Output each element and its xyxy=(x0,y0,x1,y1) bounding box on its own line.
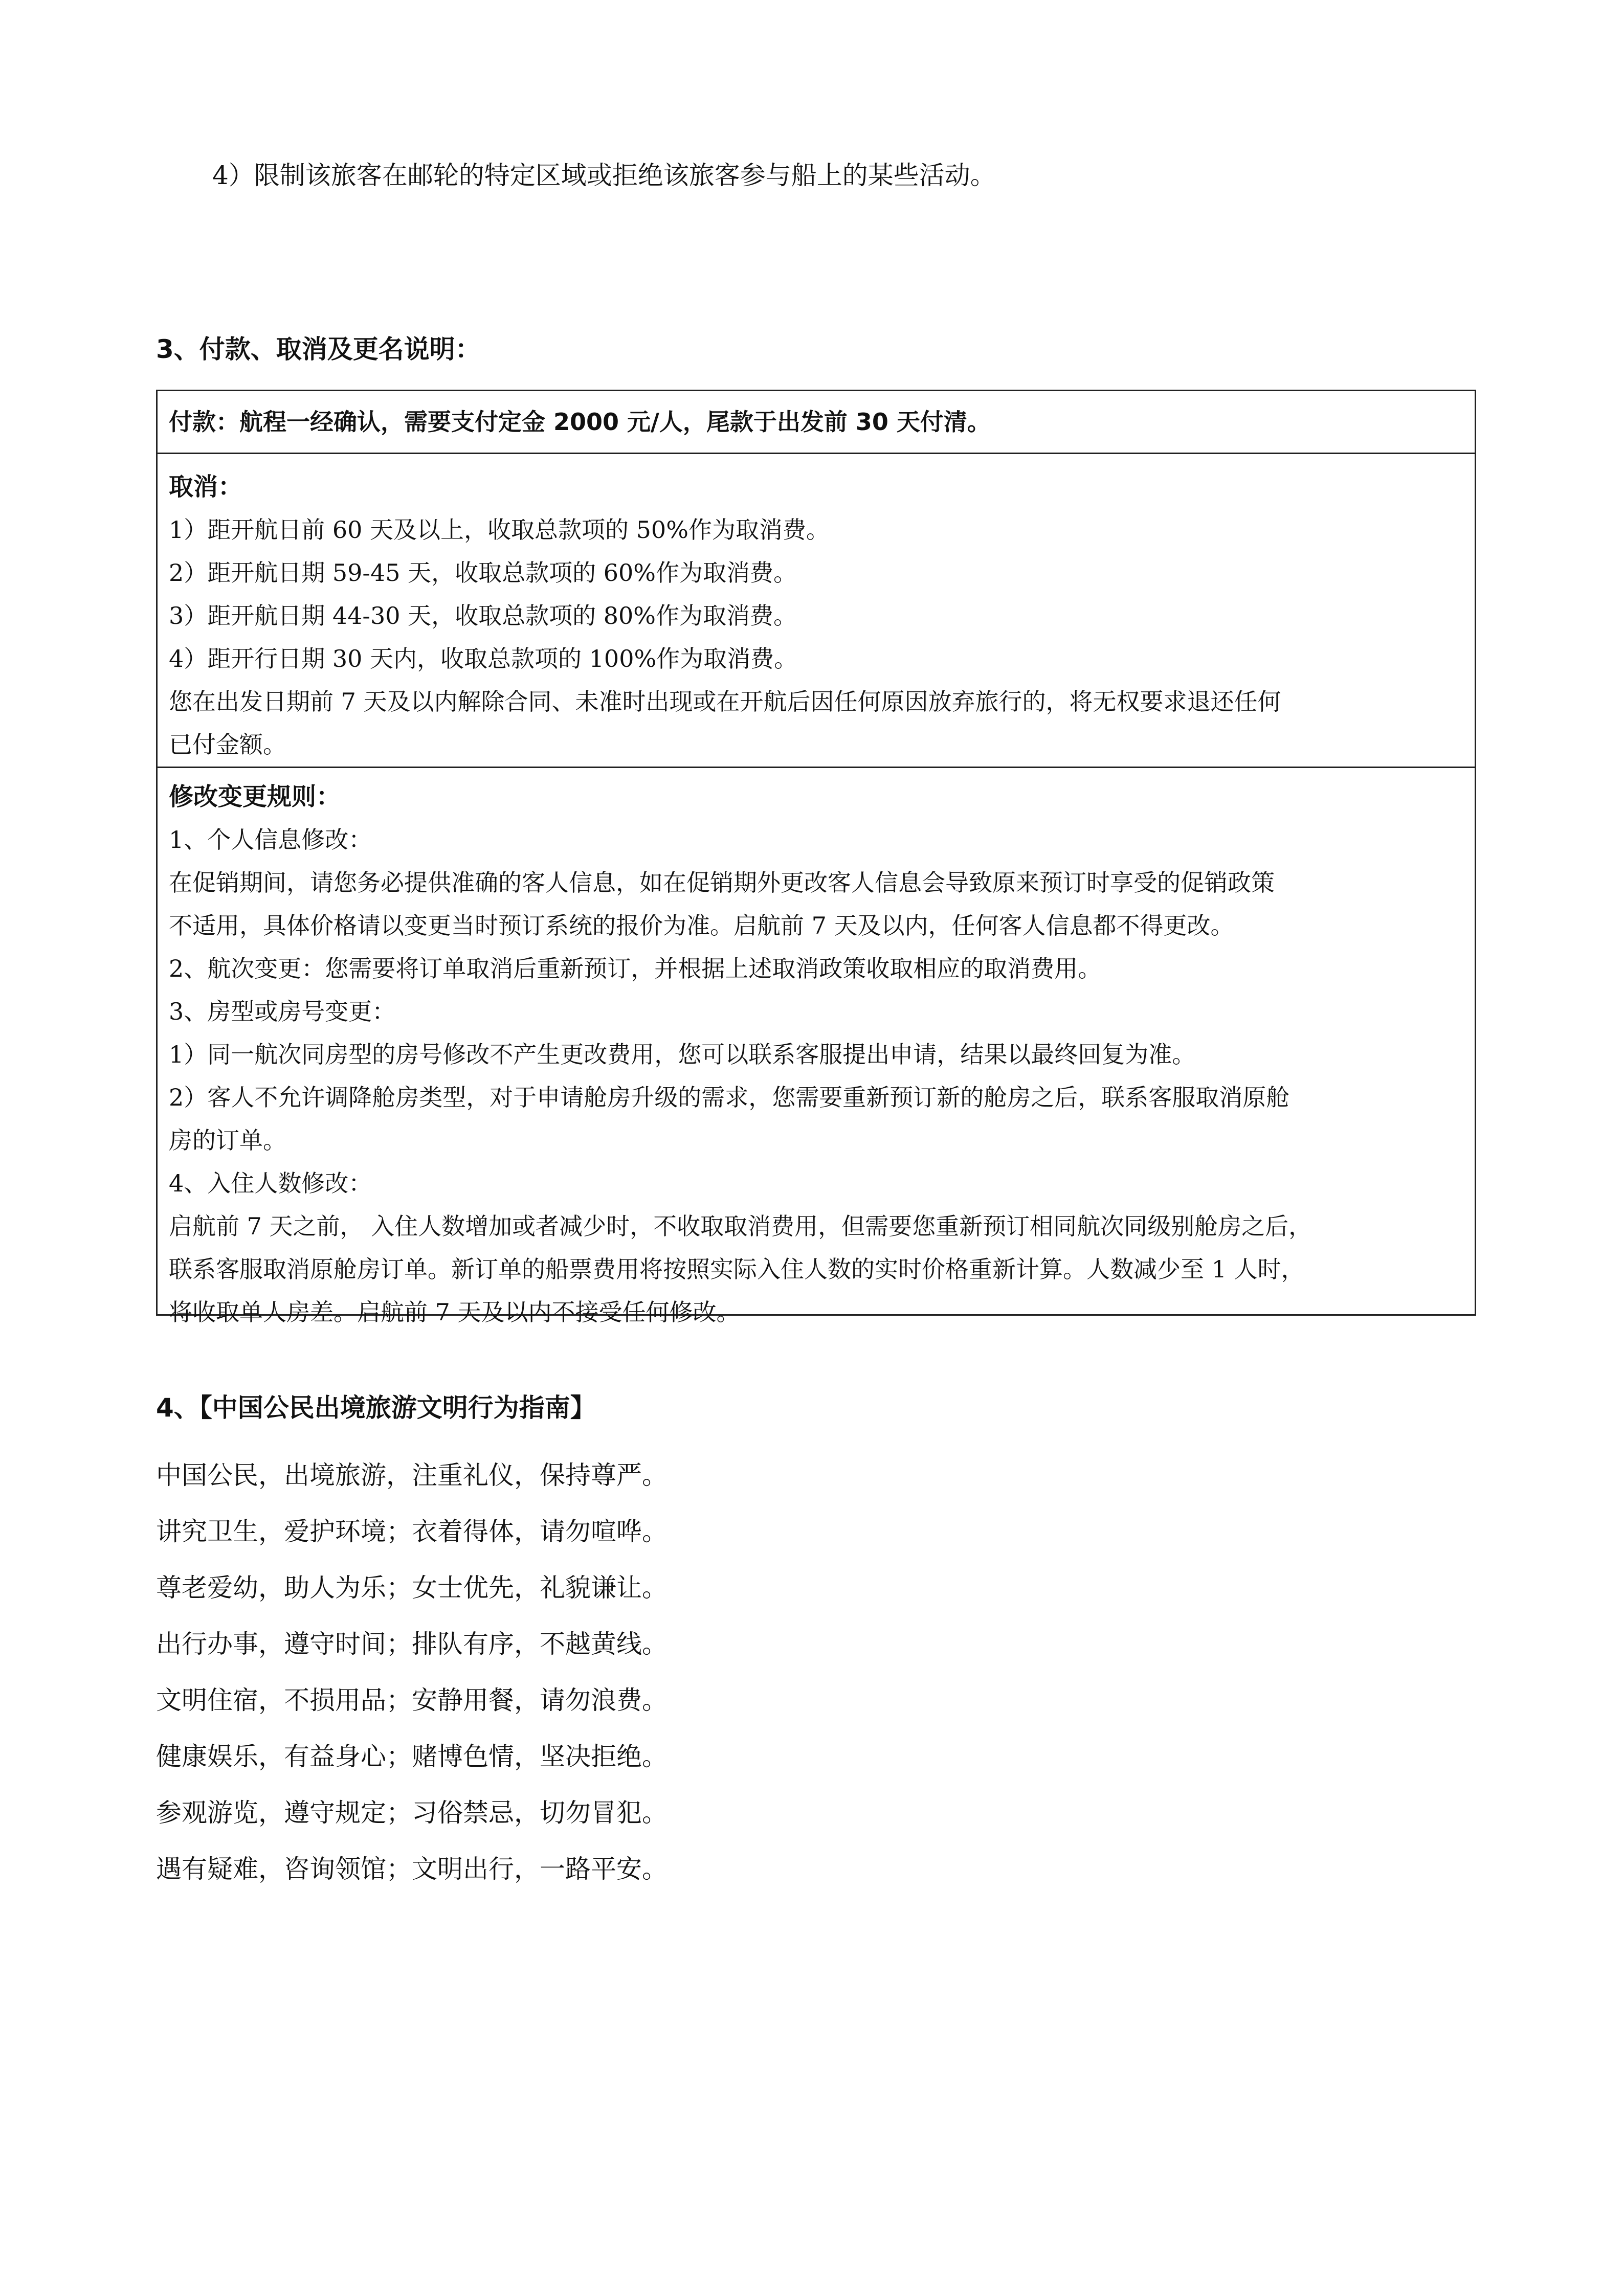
cancellation-note-line: 已付金额。 xyxy=(169,731,286,758)
guide-line: 健康娱乐，有益身心；赌博色情，坚决拒绝。 xyxy=(156,1742,668,1771)
change-rule-line: 1、个人信息修改： xyxy=(169,826,372,853)
guide-line: 文明住宿，不损用品；安静用餐，请勿浪费。 xyxy=(156,1685,668,1715)
change-rules-label: 修改变更规则： xyxy=(169,782,341,811)
change-rule-line: 2）客人不允许调降舱房类型，对于申请舱房升级的需求，您需要重新预订新的舱房之后，联系客服取消原舱 xyxy=(169,1084,1290,1111)
change-rule-line: 不适用，具体价格请以变更当时预订系统的报价为准。启航前 7 天及以内，任何客人信息都不得更改。 xyxy=(169,912,1234,939)
payment-cell xyxy=(158,391,1475,453)
cancellation-rule: 4）距开行日期 30 天内，收取总款项的 100%作为取消费。 xyxy=(169,645,798,672)
cancellation-label: 取消： xyxy=(169,472,243,501)
payment-text: 付款：航程一经确认，需要支付定金 2000 元/人，尾款于出发前 30 天付清。 xyxy=(169,408,991,436)
guide-line: 尊老爱幼，助人为乐；女士优先，礼貌谦让。 xyxy=(156,1573,668,1603)
change-rule-line: 1）同一航次同房型的房号修改不产生更改费用，您可以联系客服提出申请，结果以最终回复为准。 xyxy=(169,1041,1196,1068)
change-rule-line: 将收取单人房差。启航前 7 天及以内不接受任何修改。 xyxy=(169,1298,740,1326)
section-3-heading: 3、付款、取消及更名说明： xyxy=(156,334,481,364)
cancellation-rule: 3）距开航日期 44-30 天，收取总款项的 80%作为取消费。 xyxy=(169,602,797,629)
change-rule-line: 启航前 7 天之前， 入住人数增加或者减少时，不收取取消费用，但需要您重新预订相同航次同级别舱房之后， xyxy=(169,1212,1312,1240)
guide-line: 参观游览，遵守规定；习俗禁忌，切勿冒犯。 xyxy=(156,1798,668,1828)
change-rule-line: 联系客服取消原舱房订单。新订单的船票费用将按照实际入住人数的实时价格重新计算。人数减少至 1 人时， xyxy=(169,1255,1305,1283)
policy-table xyxy=(156,390,1476,1326)
cancellation-note-line: 您在出发日期前 7 天及以内解除合同、未准时出现或在开航后因任何原因放弃旅行的，将无权要求退还任何 xyxy=(169,688,1281,715)
guide-line: 出行办事，遵守时间；排队有序，不越黄线。 xyxy=(156,1629,668,1659)
cancellation-rule: 1）距开航日前 60 天及以上，收取总款项的 50%作为取消费。 xyxy=(169,516,830,544)
guide-line: 讲究卫生，爱护环境；衣着得体，请勿喧哗。 xyxy=(156,1517,668,1546)
change-rule-line: 2、航次变更：您需要将订单取消后重新预订，并根据上述取消政策收取相应的取消费用。 xyxy=(169,955,1102,982)
change-rule-line: 房的订单。 xyxy=(169,1127,286,1154)
civility-guide xyxy=(156,1447,668,1897)
change-rule-line: 3、房型或房号变更： xyxy=(169,998,396,1025)
guide-line: 遇有疑难，咨询领馆；文明出行，一路平安。 xyxy=(156,1854,668,1884)
section-4-heading: 4、【中国公民出境旅游文明行为指南】 xyxy=(156,1393,596,1423)
guide-line: 中国公民，出境旅游，注重礼仪，保持尊严。 xyxy=(156,1460,668,1490)
restriction-item-4: 4）限制该旅客在邮轮的特定区域或拒绝该旅客参与船上的某些活动。 xyxy=(212,161,996,190)
cancellation-rule: 2）距开航日期 59-45 天，收取总款项的 60%作为取消费。 xyxy=(169,559,797,587)
change-rule-line: 4、入住人数修改： xyxy=(169,1169,372,1197)
cancellation-cell xyxy=(158,453,1475,767)
change-rules-cell xyxy=(158,767,1475,1326)
change-rule-line: 在促销期间，请您务必提供准确的客人信息，如在促销期外更改客人信息会导致原来预订时享受的促销政策 xyxy=(169,869,1275,896)
